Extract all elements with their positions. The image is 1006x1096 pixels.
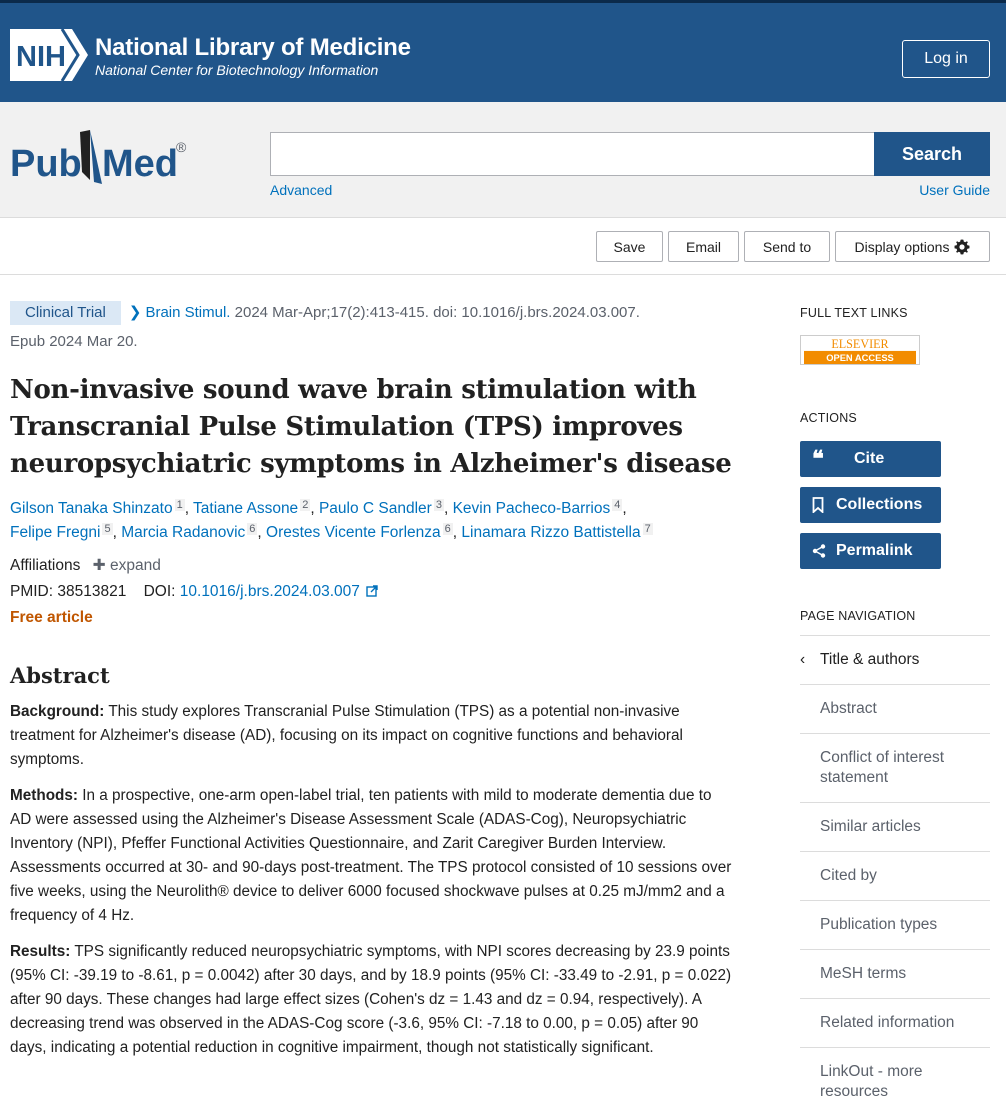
results-text: TPS significantly reduced neuropsychiatric symptoms, with NPI scores decreasing by 23.9 points (95% CI: -39.19 to -8.61, p = 0.0042) after 30 days, and by 18.9 points (95% CI: -33.49 to -2.91, p = 0.022) after 90 days. These changes had large effect sizes (Cohen's dz = 1.43 and dz = 0.94, respectively). A decreasing trend was observed in the ADAS-Cog score (-3.6, 95% CI: -7.18 to 0.00, p = 0.05) after 90 days, indicating a potential reduction in cognitive impairment, though not statistically significant. xyxy=(10,943,732,1056)
pmid-value: 38513821 xyxy=(57,583,127,600)
author-link[interactable]: Orestes Vicente Forlenza xyxy=(266,524,441,541)
journal-link[interactable]: Brain Stimul. xyxy=(145,304,231,321)
nav-item-similar-articles[interactable]: Similar articles xyxy=(800,803,990,852)
share-icon xyxy=(812,544,836,558)
affiliation-ref[interactable]: 7 xyxy=(644,523,651,535)
affiliation-ref[interactable]: 2 xyxy=(302,499,309,511)
permalink-button[interactable] xyxy=(800,533,941,569)
pubmed-logo[interactable] xyxy=(10,126,190,190)
open-access-label: OPEN ACCESS xyxy=(826,353,894,364)
epub-date: Epub 2024 Mar 20. xyxy=(10,333,138,350)
login-button[interactable]: Log in xyxy=(902,40,990,78)
nih-header xyxy=(0,0,1006,102)
plus-icon: ✚ xyxy=(92,557,106,574)
search-button[interactable]: Search xyxy=(874,132,990,176)
search-band xyxy=(0,102,1006,218)
page-navigation-heading: PAGE NAVIGATION xyxy=(800,609,916,623)
quote-icon: ❝ xyxy=(812,446,824,472)
author-link[interactable]: Felipe Fregni xyxy=(10,524,101,541)
results-label: Results: xyxy=(10,943,71,960)
gear-icon xyxy=(954,239,970,255)
logo-text-med: Med xyxy=(102,143,178,185)
nav-item-publication-types[interactable]: Publication types xyxy=(800,901,990,950)
chevron-left-icon: ‹ xyxy=(800,651,806,668)
send-to-button[interactable]: Send to xyxy=(744,231,830,262)
author-link[interactable]: Linamara Rizzo Battistella xyxy=(461,524,641,541)
citation-line xyxy=(10,298,732,356)
affiliation-ref[interactable]: 1 xyxy=(176,499,183,511)
author-link[interactable]: Gilson Tanaka Shinzato xyxy=(10,500,173,517)
abstract-methods xyxy=(10,784,732,928)
abstract-background xyxy=(10,700,732,772)
nav-item-abstract[interactable]: Abstract xyxy=(800,685,990,734)
background-label: Background: xyxy=(10,703,105,720)
permalink-label: Permalink xyxy=(836,542,913,559)
identifiers-row xyxy=(10,581,732,603)
abstract-heading: Abstract xyxy=(10,663,110,688)
elsevier-wordmark: ELSEVIER xyxy=(831,337,889,352)
elsevier-open-access-link[interactable] xyxy=(800,335,920,365)
methods-label: Methods: xyxy=(10,787,78,804)
page-navigation-list xyxy=(800,635,990,1096)
doi-link[interactable]: 10.1016/j.brs.2024.03.007 xyxy=(179,583,360,600)
methods-text: In a prospective, one-arm open-label trial, ten patients with mild to moderate dementia due to AD were assessed using the Alzheimer's Disease Assessment Scale (ADAS-Cog), Neuropsychiatric Inventory (NPI), Pfeffer Functional Activities Questionnaire, and Zarit Caregiver Burden Interview. Assessments occurred at 30- and 90-days post-treatment. The TPS protocol consisted of 10 sessions over five weeks, using the Neurolith® device to deliver 6000 focused shockwave pulses at 0.25 mJ/mm2 and a frequency of 4 Hz. xyxy=(10,787,732,924)
article-title: Non-invasive sound wave brain stimulation with Transcranial Pulse Stimulation (TPS) improves neuropsychiatric symptoms in Alzheimer's disease xyxy=(10,375,732,479)
nav-item-cited-by[interactable]: Cited by xyxy=(800,852,990,901)
nav-label: Title & authors xyxy=(820,651,920,668)
pmid-label: PMID: xyxy=(10,583,54,600)
logo-text-pub: Pub xyxy=(10,143,82,185)
affiliations-row xyxy=(10,555,732,577)
collections-label: Collections xyxy=(836,496,923,513)
collections-button[interactable] xyxy=(800,487,941,523)
publication-type-badge[interactable]: Clinical Trial xyxy=(10,301,121,325)
sidebar xyxy=(800,298,990,1096)
nav-item-related-information[interactable]: Related information xyxy=(800,999,990,1048)
abstract-results xyxy=(10,940,732,1060)
nav-item-mesh-terms[interactable]: MeSH terms xyxy=(800,950,990,999)
affiliations-label: Affiliations xyxy=(10,557,81,574)
expand-label: expand xyxy=(110,557,161,574)
bookmark-icon xyxy=(812,497,836,513)
full-text-links-heading: FULL TEXT LINKS xyxy=(800,306,908,320)
affiliation-ref[interactable]: 3 xyxy=(435,499,442,511)
affiliation-ref[interactable]: 5 xyxy=(104,523,111,535)
user-guide-link[interactable]: User Guide xyxy=(919,182,990,198)
nav-item-linkout[interactable]: LinkOut - more resources xyxy=(800,1048,990,1096)
author-link[interactable]: Paulo C Sandler xyxy=(318,500,432,517)
expand-affiliations-button[interactable] xyxy=(93,557,161,574)
chevron-right-icon[interactable]: ❯ xyxy=(128,304,142,321)
free-article-label: Free article xyxy=(10,609,93,626)
logo-registered: ® xyxy=(176,139,187,155)
cite-label: Cite xyxy=(854,450,885,467)
advanced-search-link[interactable]: Advanced xyxy=(270,182,333,198)
nav-item-title-authors[interactable] xyxy=(800,636,990,685)
org-title[interactable]: National Library of Medicine xyxy=(95,34,411,61)
background-text: This study explores Transcranial Pulse Stimulation (TPS) as a potential non-invasive treatment for Alzheimer's disease (AD), focusing on its impact on cognitive functions and behavioral symptoms. xyxy=(10,703,683,768)
search-input[interactable] xyxy=(270,132,875,176)
citation-text: 2024 Mar-Apr;17(2):413-415. doi: 10.1016/j.brs.2024.03.007. xyxy=(230,304,640,321)
author-link[interactable]: Tatiane Assone xyxy=(193,500,299,517)
nav-item-conflict-of-interest[interactable]: Conflict of interest statement xyxy=(800,734,990,803)
affiliation-ref[interactable]: 4 xyxy=(614,499,621,511)
affiliation-ref[interactable]: 6 xyxy=(444,523,451,535)
doi-label: DOI: xyxy=(143,583,176,600)
article-toolbar xyxy=(0,219,1006,275)
cite-button[interactable] xyxy=(800,441,941,477)
save-button[interactable]: Save xyxy=(596,231,663,262)
actions-heading: ACTIONS xyxy=(800,411,857,425)
email-button[interactable]: Email xyxy=(668,231,739,262)
affiliation-ref[interactable]: 6 xyxy=(249,523,256,535)
nih-abbrev: NIH xyxy=(16,41,66,73)
org-subtitle[interactable]: National Center for Biotechnology Information xyxy=(95,62,379,78)
author-link[interactable]: Kevin Pacheco-Barrios xyxy=(452,500,611,517)
article-main xyxy=(10,298,732,1060)
author-link[interactable]: Marcia Radanovic xyxy=(121,524,246,541)
external-link-icon[interactable] xyxy=(366,585,378,597)
author-list: Gilson Tanaka Shinzato 1 , Tatiane Assone 2 , Paulo C Sandler 3 , Kevin Pacheco-Barrios 4 , Felipe Fregni 5 , Marcia Radanovic 6 , Orestes Vicente Forlenza 6 , Linamara Rizzo Battistella 7 xyxy=(10,499,651,541)
nih-logo-icon[interactable] xyxy=(10,29,88,81)
display-options-button[interactable] xyxy=(835,231,990,262)
display-options-label: Display options xyxy=(854,238,950,255)
